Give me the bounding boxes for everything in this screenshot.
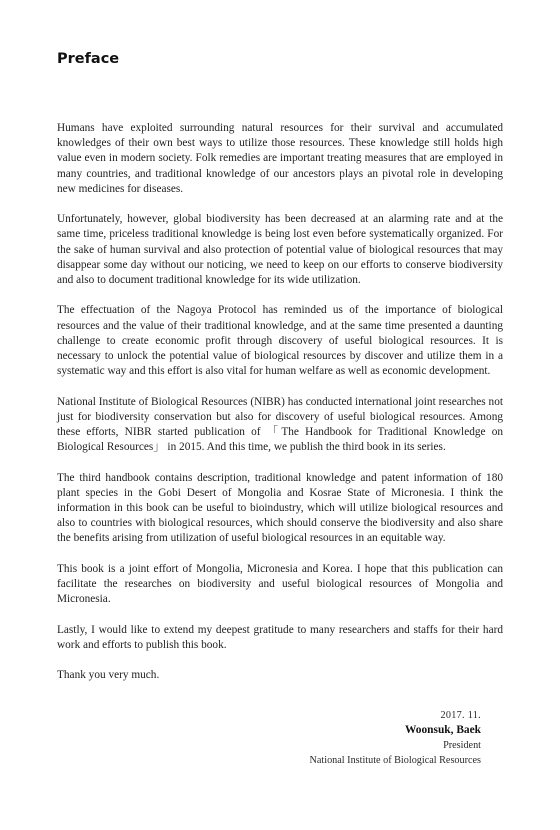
signature-organization: National Institute of Biological Resources	[309, 755, 481, 766]
paragraph-joint-effort: This book is a joint effort of Mongolia, Micronesia and Korea. I hope that this publication can facilitate the researches on biodiversity and useful biological resources of Mongolia and Micronesia.	[57, 562, 503, 606]
signature-title: President	[443, 740, 481, 751]
page-title: Preface	[57, 51, 120, 67]
paragraph-intro: Humans have exploited surrounding natural resources for their survival and accumulated knowledges of their own best ways to utilize those resources. These knowledge still holds high value even in modern society. Folk remedies are important treating measures that are employed in many countries, and traditional knowledge of our ancestors plays an pivotal role in developing new medicines for diseases.	[57, 122, 503, 195]
paragraph-nagoya-protocol: The effectuation of the Nagoya Protocol has reminded us of the importance of biological resources and the value of their traditional knowledge, and at the same time presented a daunting challenge to create economic profit through discovery of useful biological resources. It is necessary to unlock the potential value of biological resources by discover and utilize them in a systematic way and this effort is also vital for human welfare as well as economic development.	[57, 304, 503, 378]
signature-block	[310, 708, 481, 768]
paragraph-gratitude: Lastly, I would like to extend my deepest gratitude to many researchers and staffs for their hard work and efforts to publish this book.	[57, 623, 503, 651]
signature-date: 2017. 11.	[440, 710, 481, 721]
paragraph-biodiversity-loss: Unfortunately, however, global biodiversity has been decreased at an alarming rate and at the same time, priceless traditional knowledge is being lost even before systematically organized. For the sake of human survival and also protection of potential value of biological resources that may disappear some day without our noticing, we need to keep on our efforts to conserve biodiversity and also to document traditional knowledge for its wide utilization.	[57, 213, 503, 287]
preface-body	[57, 121, 503, 699]
paragraph-third-handbook: The third handbook contains description, traditional knowledge and patent information of 180 plant species in the Gobi Desert of Mongolia and Kosrae State of Micronesia. I think the information in this book can be useful to bioindustry, which will utilize biological resources and also to countries with biological resources, which should conserve the biodiversity and also share the benefits arising from utilization of useful biological resources in an equitable way.	[57, 471, 503, 545]
paragraph-thanks: Thank you very much.	[57, 669, 160, 682]
signature-name: Woonsuk, Baek	[405, 724, 481, 736]
paragraph-nibr-research: National Institute of Biological Resources (NIBR) has conducted international joint researches not just for biodiversity conservation but also for discovery of useful biological resources. Among these efforts, NIBR started publication of 「The Handbook for Traditional Knowledge on Biological Resources」 in 2015. And this time, we publish the third book in its series.	[57, 395, 503, 454]
